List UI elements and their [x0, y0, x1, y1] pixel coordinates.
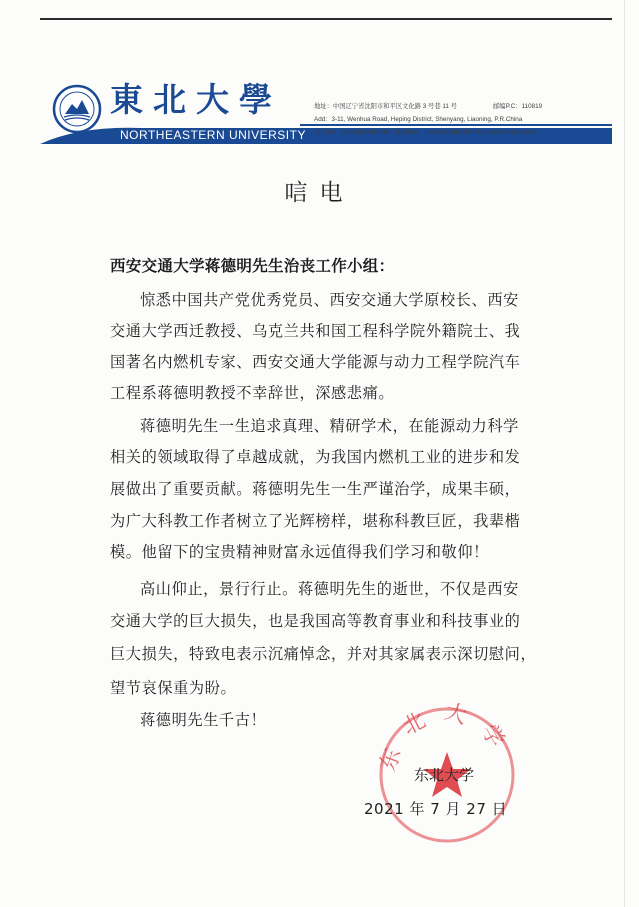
body-line: 高山仰止，景行行止。蒋德明先生的逝世，不仅是西安: [140, 580, 519, 598]
body-line: 交通大学西迁教授、乌克兰共和国工程科学院外籍院士、我: [110, 322, 521, 340]
body-line: 望节哀保重为盼。: [110, 679, 237, 697]
address-english: Add：3-11, Wenhua Road, Heping District, Shenyang, Liaoning, P.R.China: [314, 116, 523, 123]
top-border-line: [40, 18, 612, 20]
postcode: 邮编P.C：110819: [492, 103, 543, 110]
signature-date: 2021 年 7 月 27 日: [364, 800, 508, 818]
body-line: 相关的领域取得了卓越成就，为我国内燃机工业的进步和发: [110, 448, 521, 466]
recipient-line: 西安交通大学蒋德明先生治丧工作小组：: [110, 257, 395, 275]
fax-and-website: 传真Fax：(86-24)23892454 Http://www.neu.edu.cn: [395, 129, 538, 136]
address-chinese: 地址：中国辽宁省沈阳市和平区文化路 3 号巷 11 号: [314, 103, 457, 110]
seal-text: 东北大学: [375, 700, 517, 775]
body-line: 工程系蒋德明教授不幸辞世，深感悲痛。: [110, 384, 395, 402]
body-line: 交通大学的巨大损失，也是我国高等教育事业和科技事业的: [110, 612, 521, 630]
phone: 电话Tel：(86-24)83687388: [314, 129, 390, 136]
body-line: 展做出了重要贡献。蒋德明先生一生严谨治学，成果丰硕，: [110, 480, 521, 498]
university-name-english: NORTHEASTERN UNIVERSITY: [120, 128, 306, 142]
body-line: 惊悉中国共产党优秀党员、西安交通大学原校长、西安: [140, 291, 519, 309]
signature-organization: 东北大学: [414, 766, 475, 784]
body-line: 巨大损失，特致电表示沉痛悼念，并对其家属表示深切慰问，: [110, 645, 537, 663]
body-line: 模。他留下的宝贵精神财富永远值得我们学习和敬仰！: [110, 543, 489, 561]
body-line: 国著名内燃机专家、西安交通大学能源与动力工程学院汽车: [110, 353, 521, 371]
contact-info: [314, 100, 542, 139]
university-emblem-icon: [52, 84, 102, 134]
body-line: 为广大科教工作者树立了光辉榜样，堪称科教巨匠，我辈楷: [110, 512, 521, 530]
paper-fold-line: [624, 0, 625, 907]
university-name-chinese: 東北大學: [110, 80, 282, 119]
body-line: 蒋德明先生一生追求真理、精研学术，在能源动力科学: [140, 417, 519, 435]
closing-line: 蒋德明先生千古！: [140, 711, 267, 729]
document-title: 唁电: [284, 180, 355, 206]
